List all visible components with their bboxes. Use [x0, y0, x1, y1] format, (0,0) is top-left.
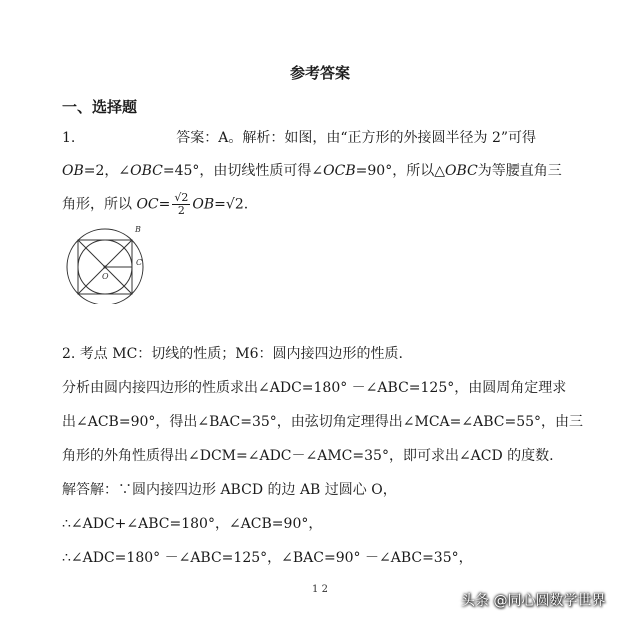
q2-line-2: 分析由圆内接四边形的性质求出∠ADC=180° －∠ABC=125°，由圆周角定理求: [62, 380, 567, 396]
fraction: [172, 192, 190, 217]
math-sqrt2: √2: [225, 196, 244, 213]
label-o: O: [102, 272, 109, 281]
q1-line-3: [62, 192, 248, 217]
math-ob: OB: [192, 196, 215, 213]
math-ob: OB: [62, 163, 84, 179]
text-fragment: =: [214, 196, 226, 213]
math-ocb: OCB: [323, 163, 356, 179]
text-fragment: =2，∠: [83, 163, 131, 179]
q1-number: 1.: [62, 130, 76, 146]
text-fragment: 为等腰直角三: [477, 163, 562, 179]
math-obc: OBC: [130, 163, 163, 179]
fraction-denominator: 2: [177, 204, 185, 217]
q1-line-1: [62, 128, 536, 148]
fraction-numerator: √2: [174, 191, 189, 204]
text-fragment: 角形，所以: [62, 196, 132, 213]
text-fragment: =45°，由切线性质可得∠: [162, 163, 324, 179]
label-b: B: [135, 225, 141, 234]
q2-line-1: 2. 考点 MC：切线的性质；M6：圆内接四边形的性质.: [62, 346, 403, 362]
q2-line-3: 出∠ACB=90°，得出∠BAC=35°，由弦切角定理得出∠MCA=∠ABC=55°，由三: [62, 414, 584, 430]
math-obc: OBC: [444, 163, 478, 179]
q2-line-4: 角形的外角性质得出∠DCM=∠ADC－∠AMC=35°，即可求出∠ACD 的度数.: [62, 448, 554, 464]
math-oc: OC: [136, 196, 159, 213]
page-title: 参考答案: [289, 64, 350, 82]
section-heading: 一、选择题: [62, 98, 138, 116]
q1-answer-text: 答案：A。解析：如图，由“正方形的外接圆半径为 2”可得: [176, 130, 537, 146]
geometry-figure: [62, 222, 162, 304]
q2-line-6: ∴∠ADC+∠ABC=180°，∠ACB=90°，: [62, 516, 323, 532]
watermark: 头条 @同心圆数学世界: [461, 593, 606, 609]
q2-line-5: 解答解：∵圆内接四边形 ABCD 的边 AB 过圆心 O，: [62, 482, 397, 498]
q1-line-2: [62, 161, 562, 181]
label-c: C: [136, 258, 143, 267]
text-fragment: =90°，所以△: [355, 163, 445, 179]
text-fragment: =: [158, 196, 171, 213]
center-point: [104, 266, 107, 269]
text-fragment: .: [243, 196, 249, 213]
q2-line-7: ∴∠ADC=180° －∠ABC=125°，∠BAC=90° －∠ABC=35°，: [62, 550, 473, 566]
page-number: 1 2: [312, 584, 328, 595]
